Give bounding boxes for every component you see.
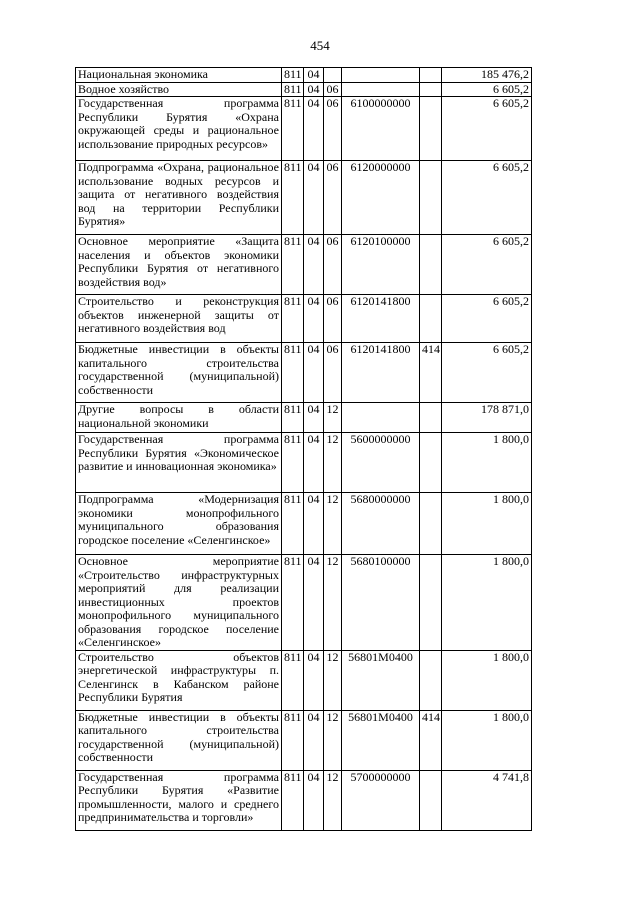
row-section: 04 [304,770,324,830]
row-grbs: 811 [282,295,304,343]
row-subsection: 06 [324,343,342,403]
row-grbs: 811 [282,555,304,651]
row-amount: 4 741,8 [442,770,532,830]
row-grbs: 811 [282,493,304,555]
table-row [76,68,532,83]
row-name: Основное мероприятие «Строительство инфраструктурных мероприятий для реализации инвестиционных проектов монопрофильного муниципального образования городское поселение «Селенгинское» [76,555,282,651]
table-row [76,295,532,343]
row-target-article: 5700000000 [342,770,420,830]
table-row [76,235,532,295]
row-expense-type [420,433,442,493]
row-subsection: 12 [324,770,342,830]
row-subsection: 12 [324,650,342,710]
row-amount: 185 476,2 [442,68,532,83]
row-amount: 6 605,2 [442,161,532,235]
row-section: 04 [304,433,324,493]
row-target-article [342,82,420,97]
table-row [76,403,532,433]
row-subsection: 06 [324,161,342,235]
table-row [76,82,532,97]
row-target-article: 6120141800 [342,295,420,343]
row-name: Государственная программа Республики Бурятия «Охрана окружающей среды и рациональное использование природных ресурсов» [76,97,282,161]
row-grbs: 811 [282,235,304,295]
table-row [76,433,532,493]
row-name: Государственная программа Республики Бурятия «Экономическое развитие и инновационная экономика» [76,433,282,493]
row-section: 04 [304,403,324,433]
row-target-article: 6100000000 [342,97,420,161]
table-row [76,770,532,830]
row-subsection: 12 [324,555,342,651]
row-amount: 1 800,0 [442,710,532,770]
row-name: Основное мероприятие «Защита населения и объектов экономики Республики Бурятия от негативного воздействия вод» [76,235,282,295]
row-grbs: 811 [282,343,304,403]
row-grbs: 811 [282,433,304,493]
row-name: Строительство объектов энергетической инфраструктуры п. Селенгинск в Кабанском районе Республики Бурятия [76,650,282,710]
row-section: 04 [304,343,324,403]
row-expense-type [420,770,442,830]
row-section: 04 [304,82,324,97]
row-subsection: 06 [324,82,342,97]
row-expense-type [420,650,442,710]
row-section: 04 [304,710,324,770]
row-name: Строительство и реконструкция объектов инженерной защиты от негативного воздействия вод [76,295,282,343]
row-target-article: 56801M0400 [342,710,420,770]
row-subsection: 12 [324,433,342,493]
table-row [76,97,532,161]
row-amount: 6 605,2 [442,97,532,161]
table-row [76,343,532,403]
row-target-article: 5600000000 [342,433,420,493]
row-expense-type [420,68,442,83]
row-grbs: 811 [282,68,304,83]
row-subsection: 12 [324,710,342,770]
row-expense-type: 414 [420,710,442,770]
row-amount: 1 800,0 [442,650,532,710]
row-section: 04 [304,161,324,235]
row-name: Другие вопросы в области национальной экономики [76,403,282,433]
row-section: 04 [304,555,324,651]
row-target-article: 5680000000 [342,493,420,555]
row-amount: 1 800,0 [442,433,532,493]
row-grbs: 811 [282,770,304,830]
table-row [76,161,532,235]
row-name: Национальная экономика [76,68,282,83]
row-subsection: 06 [324,295,342,343]
row-grbs: 811 [282,161,304,235]
row-grbs: 811 [282,403,304,433]
row-amount: 178 871,0 [442,403,532,433]
row-amount: 6 605,2 [442,343,532,403]
row-name: Бюджетные инвестиции в объекты капитального строительства государственной (муниципальной) собственности [76,343,282,403]
row-name: Водное хозяйство [76,82,282,97]
row-grbs: 811 [282,97,304,161]
row-grbs: 811 [282,710,304,770]
row-expense-type [420,82,442,97]
table-row [76,555,532,651]
budget-table [75,67,532,831]
row-expense-type [420,493,442,555]
table-row [76,710,532,770]
row-section: 04 [304,493,324,555]
row-amount: 1 800,0 [442,493,532,555]
row-expense-type [420,295,442,343]
row-target-article: 6120100000 [342,235,420,295]
row-expense-type [420,235,442,295]
row-section: 04 [304,68,324,83]
row-expense-type [420,555,442,651]
row-subsection [324,68,342,83]
row-amount: 6 605,2 [442,295,532,343]
row-grbs: 811 [282,650,304,710]
row-grbs: 811 [282,82,304,97]
table-row [76,650,532,710]
table-row [76,493,532,555]
row-target-article [342,68,420,83]
row-target-article: 6120000000 [342,161,420,235]
page-number: 454 [310,38,330,53]
row-target-article: 56801M0400 [342,650,420,710]
row-section: 04 [304,235,324,295]
row-name: Бюджетные инвестиции в объекты капитального строительства государственной (муниципальной) собственности [76,710,282,770]
row-section: 04 [304,295,324,343]
row-target-article [342,403,420,433]
row-target-article: 6120141800 [342,343,420,403]
row-expense-type [420,97,442,161]
row-name: Подпрограмма «Модернизация экономики монопрофильного муниципального образования городское поселение «Селенгинское» [76,493,282,555]
row-target-article: 5680100000 [342,555,420,651]
row-expense-type [420,161,442,235]
row-subsection: 06 [324,235,342,295]
row-subsection: 12 [324,493,342,555]
row-amount: 1 800,0 [442,555,532,651]
row-amount: 6 605,2 [442,235,532,295]
row-name: Государственная программа Республики Бурятия «Развитие промышленности, малого и среднего предпринимательства и торговли» [76,770,282,830]
row-expense-type: 414 [420,343,442,403]
row-expense-type [420,403,442,433]
row-section: 04 [304,650,324,710]
row-section: 04 [304,97,324,161]
row-subsection: 12 [324,403,342,433]
row-subsection: 06 [324,97,342,161]
row-amount: 6 605,2 [442,82,532,97]
row-name: Подпрограмма «Охрана, рациональное использование водных ресурсов и защита от негативного воздействия вод на территории Республики Бурятия» [76,161,282,235]
